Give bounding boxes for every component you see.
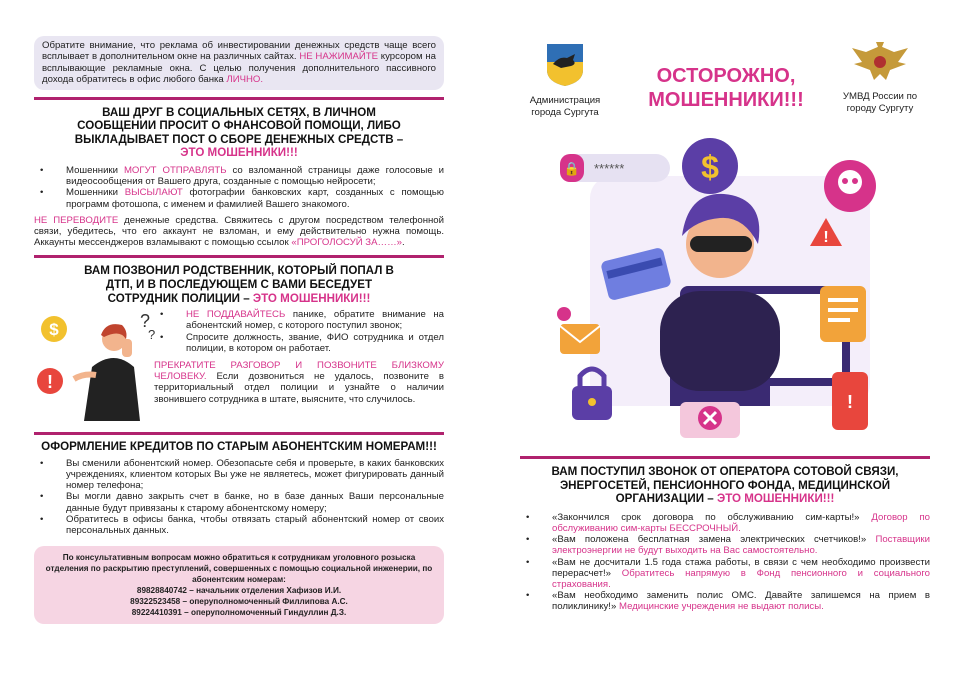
list-item: • Спросите должность, звание, ФИО сотрудника и отдел полиции, в котором он работает. <box>160 331 444 354</box>
svg-text:!: ! <box>823 229 829 246</box>
list-item: • «Вам необходимо заменить полис ОМС. Давайте запишемся на прием в поликлинику!» Медицинские учреждения не выдают полисы. <box>526 590 930 613</box>
social-bullets <box>34 165 444 248</box>
svg-text:!: ! <box>47 372 53 393</box>
investment-warning-text: Обратите внимание, что реклама об инвестировании денежных средств чаще всего всплывает в дополнительном окне на различных сайтах. <box>42 40 436 63</box>
list-item: • Мошенники ВЫСЫЛАЮТ фотографии банковских карт, созданных с помощью программ фотошопа, с именем и фамилией Вашего знакомого. <box>40 187 444 210</box>
accident-advice: ПРЕКРАТИТЕ РАЗГОВОР И ПОЗВОНИТЕ БЛИЗКОМУ ЧЕЛОВЕКУ. Если дозвониться не удалось, позвоните в территориальный отдел полиции и узнайте о наличии звонившего сотрудника в штате, выясните, что случилось. <box>154 360 444 405</box>
contacts-box <box>34 546 444 624</box>
header <box>520 36 930 136</box>
section-divider <box>34 97 444 100</box>
list-item: • «Закончился срок договора по обслуживанию сим-карты!» Договор по обслуживанию сим-карты БЕССРОЧНЫЙ. <box>526 511 930 534</box>
scammers-alert: ЭТО МОШЕННИКИ!!! <box>716 492 835 506</box>
mask-icon <box>690 236 752 252</box>
investment-warning-box <box>34 36 444 90</box>
envelope-icon <box>560 324 600 354</box>
svg-text:🔒: 🔒 <box>563 161 581 176</box>
administration-label: Администрация города Сургута <box>529 95 601 118</box>
worried-man-illustration <box>34 309 154 426</box>
section-divider <box>34 432 444 435</box>
police-eagle-emblem-icon <box>850 40 910 84</box>
contacts-intro: По консультативным вопросам можно обратиться к сотрудникам уголовного розыска отделения по раскрытию преступлений, совершенных с помощью социальной инженерии, по абонентским номерам: <box>45 553 433 585</box>
svg-text:!: ! <box>847 392 853 412</box>
list-item: • Вы сменили абонентский номер. Обезопасьте себя и проверьте, в каких банковских учреждениях, клиентом которых Вы уже не являетесь, может фигурировать данный номер телефона; <box>40 457 444 492</box>
umvd-surgut <box>830 40 930 114</box>
password-mask: ****** <box>594 161 625 176</box>
umvd-label: УМВД России по городу Сургуту <box>842 91 918 114</box>
section-divider <box>34 255 444 258</box>
section-divider <box>520 456 930 459</box>
surgut-administration <box>520 42 610 118</box>
svg-text:$: $ <box>49 320 59 340</box>
social-section-title: ВАШ ДРУГ В СОЦИАЛЬНЫХ СЕТЯХ, В ЛИЧНОМ СООБЩЕНИИ ПРОСИТ О ФНАНСОВОЙ ПОМОЩИ, ЛИБО ВЫКЛАДЫВАЕТ ПОСТ О СБОРЕ ДЕНЕЖНЫХ СРЕДСТВ – ЭТО МОШЕННИКИ!!! <box>74 105 404 160</box>
list-item: • «Вам положена бесплатная замена электрических счетчиков!» Поставщики электроэнергии не будут выходить на Вас самостоятельно. <box>526 534 930 557</box>
contact-line: 89828840742 – начальник отделения Хафизов И.И. <box>136 586 342 596</box>
left-column <box>34 36 444 624</box>
list-item: • Вы могли давно закрыть счет в банке, но в базе данных Ваши персональные данные будут привязаны к старому абонентскому номеру; <box>40 491 444 514</box>
personally-text: ЛИЧНО. <box>226 74 264 86</box>
list-item: • НЕ ПОДДАВАЙТЕСЬ панике, обратите внимание на абонентский номер, с которого поступил звонок; <box>160 309 444 332</box>
accident-bullets <box>154 309 444 426</box>
svg-text:?: ? <box>140 311 151 332</box>
accident-section-title: ВАМ ПОЗВОНИЛ РОДСТВЕННИК, КОТОРЫЙ ПОПАЛ В ДТП, И В ПОСЛЕДУЮЩЕМ С ВАМИ БЕСЕДУЕТ СОТРУДНИК ПОЛИЦИИ – ЭТО МОШЕННИКИ!!! <box>84 264 394 305</box>
credits-section-title: ОФОРМЛЕНИЕ КРЕДИТОВ ПО СТАРЫМ АБОНЕНТСКИМ НОМЕРАМ!!! <box>41 440 437 454</box>
hacker-illustration <box>520 136 930 448</box>
right-column <box>520 36 930 613</box>
svg-text:$: $ <box>701 149 719 185</box>
scammers-alert: ЭТО МОШЕННИКИ!!! <box>252 291 371 305</box>
list-item: • Мошенники МОГУТ ОТПРАВЛЯТЬ со взломанной страницы даже голосовые и видеосообщения от Вашего друга, созданные с помощью нейросети; <box>40 165 444 188</box>
surgut-coat-of-arms-icon <box>545 42 585 88</box>
social-advice: НЕ ПЕРЕВОДИТЕ денежные средства. Свяжитесь с другом посредством телефонной связи, убедитесь, что его аккаунт не взломан, и ему действительно нужна помощь. Аккаунты мессенджеров взламывают с помощью ссылок «ПРОГОЛОСУЙ ЗА……». <box>34 214 444 249</box>
utility-section-title: ВАМ ПОСТУПИЛ ЗВОНОК ОТ ОПЕРАТОРА СОТОВОЙ СВЯЗИ, ЭНЕРГОСЕТЕЙ, ПЕНСИОННОГО ФОНДА, МЕДИЦИНСКОЙ ОРГАНИЗАЦИИ – ЭТО МОШЕННИКИ!!! <box>551 465 899 506</box>
credits-bullets <box>34 458 444 536</box>
svg-text:?: ? <box>148 327 156 343</box>
investment-warning-text-2: курсором на всплывающие рекламные окна. С целью получения дополнительного пассивного дохода обратитесь в офис любого банка <box>42 51 436 86</box>
do-not-click-warning: НЕ НАЖИМАЙТЕ <box>299 51 379 63</box>
list-item: • «Вам не досчитали 1.5 года стажа работы, в связи с чем необходимо произвести перерасчет!» Обратитесь напрямую в Фонд пенсионного и социального страхования. <box>526 556 931 590</box>
headline: ОСТОРОЖНО, МОШЕННИКИ!!! <box>648 65 804 111</box>
scammers-alert: ЭТО МОШЕННИКИ!!! <box>180 146 298 160</box>
contact-line: 89322523458 – оперуполномоченный Филлипова А.С. <box>130 597 348 607</box>
accident-block <box>34 309 444 426</box>
contact-line: 89224410391 – оперуполномоченный Гиндуллин Д.З. <box>131 608 347 618</box>
document-icon <box>820 286 866 342</box>
list-item: • Обратитесь в офисы банка, чтобы отвязать старый абонентский номер от своих персональных данных. <box>40 513 444 537</box>
utility-bullets <box>520 512 930 613</box>
